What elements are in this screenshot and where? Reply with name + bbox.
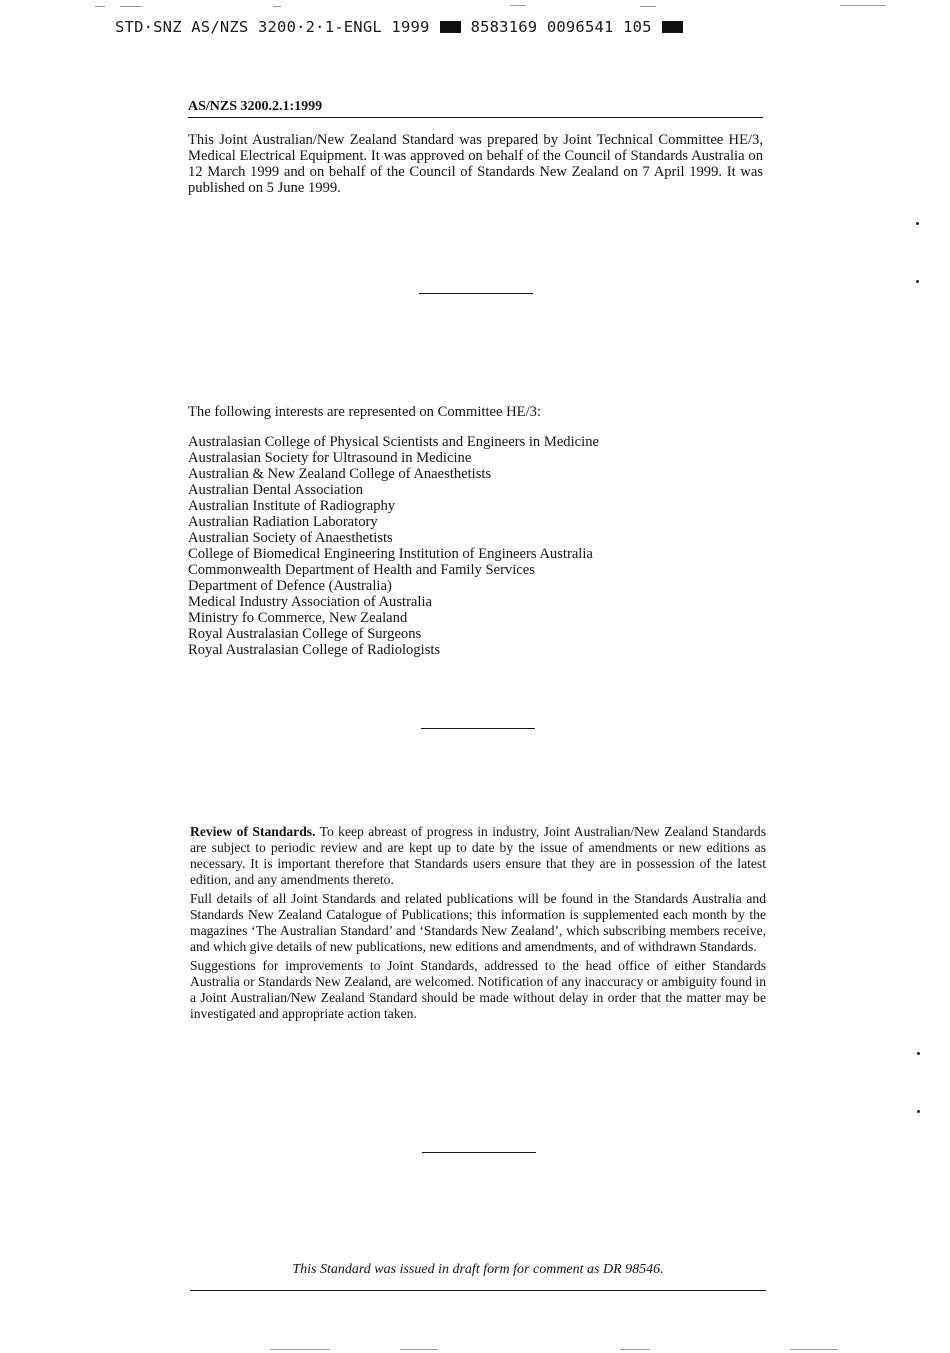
list-item: Australian Society of Anaesthetists [188,530,393,546]
committee-intro: The following interests are represented on Committee HE/3: [188,404,541,420]
list-item: Australian & New Zealand College of Anaesthetists [188,466,492,482]
section-separator [421,728,535,729]
standard-number: AS/NZS 3200.2.1:1999 [188,99,323,114]
review-paragraph: Suggestions for improvements to Joint Standards, addressed to the head office of either Standards Australia or Standards New Zealand, are welcomed. Notification of any inaccuracy or ambiguity found in a Joint Australian/New Zealand Standard should be made without delay in order that the matter may be investigated and appropriate action taken. [190,958,766,1021]
list-item: Royal Australasian College of Surgeons [188,626,422,642]
draft-note: This Standard was issued in draft form for comment as DR 98546. [292,1262,664,1277]
list-item: Australasian Society for Ultrasound in Medicine [188,450,472,466]
list-item: Commonwealth Department of Health and Family Services [188,562,535,578]
review-paragraph: Full details of all Joint Standards and related publications will be found in the Standards Australia and Standards New Zealand Catalogue of Publications; this information is supplemented each month by the magazines ‘The Australian Standard’ and ‘Standards New Zealand’, which subscribing members receive, and which give details of new publications, new editions and amendments, and of withdrawn Standards. [190,891,766,954]
scan-artifact [840,5,886,6]
document-code: STD·SNZ AS/NZS 3200·2·1-ENGL 1999 [115,18,430,36]
review-paragraph [190,824,766,888]
document-id-header [115,18,683,36]
black-block-mark [662,21,683,33]
list-item: Australian Dental Association [188,482,364,498]
list-item: Royal Australasian College of Radiologists [188,642,441,658]
scan-artifact [790,1349,838,1350]
section-separator [419,293,533,294]
list-item: Department of Defence (Australia) [188,578,392,594]
scan-artifact [273,6,281,7]
scan-artifact [510,5,526,6]
scan-artifact [640,6,656,7]
black-block-mark [440,21,461,33]
review-of-standards [190,824,766,1025]
review-text: To keep abreast of progress in industry, Joint Australian/New Zealand Standards are subject to periodic review and are kept up to date by the issue of amendments or new editions as necessary. It is important therefore that Standards users ensure that they are in possession of the latest edition, and any amendments thereto. [190,824,766,887]
section-separator [422,1152,536,1153]
scan-artifact [400,1349,438,1350]
scan-artifact [270,1349,330,1350]
review-heading: Review of Standards. [190,824,316,839]
scan-artifact [620,1349,650,1350]
preparation-note: This Joint Australian/New Zealand Standard was prepared by Joint Technical Committee HE/3, Medical Electrical Equipment. It was approved on behalf of the Council of Standards Australia on 12 March 1999 and on behalf of the Council of Standards New Zealand on 7 April 1999. It was published on 5 June 1999. [188,132,763,196]
list-item: Australian Institute of Radiography [188,498,396,514]
footer-rule [190,1290,766,1291]
list-item: College of Biomedical Engineering Institution of Engineers Australia [188,546,593,562]
scan-speck [917,1052,920,1055]
scan-speck [916,222,919,225]
header-rule [188,117,763,118]
list-item: Australasian College of Physical Scientists and Engineers in Medicine [188,434,599,450]
catalogue-code: 8583169 0096541 105 [470,18,652,36]
scan-speck [917,1110,920,1113]
list-item: Ministry fo Commerce, New Zealand [188,610,408,626]
scan-speck [916,280,919,283]
scan-artifact [95,6,105,7]
scan-artifact [120,6,142,7]
committee-members-list [188,434,599,658]
list-item: Medical Industry Association of Australia [188,594,432,610]
list-item: Australian Radiation Laboratory [188,514,378,530]
